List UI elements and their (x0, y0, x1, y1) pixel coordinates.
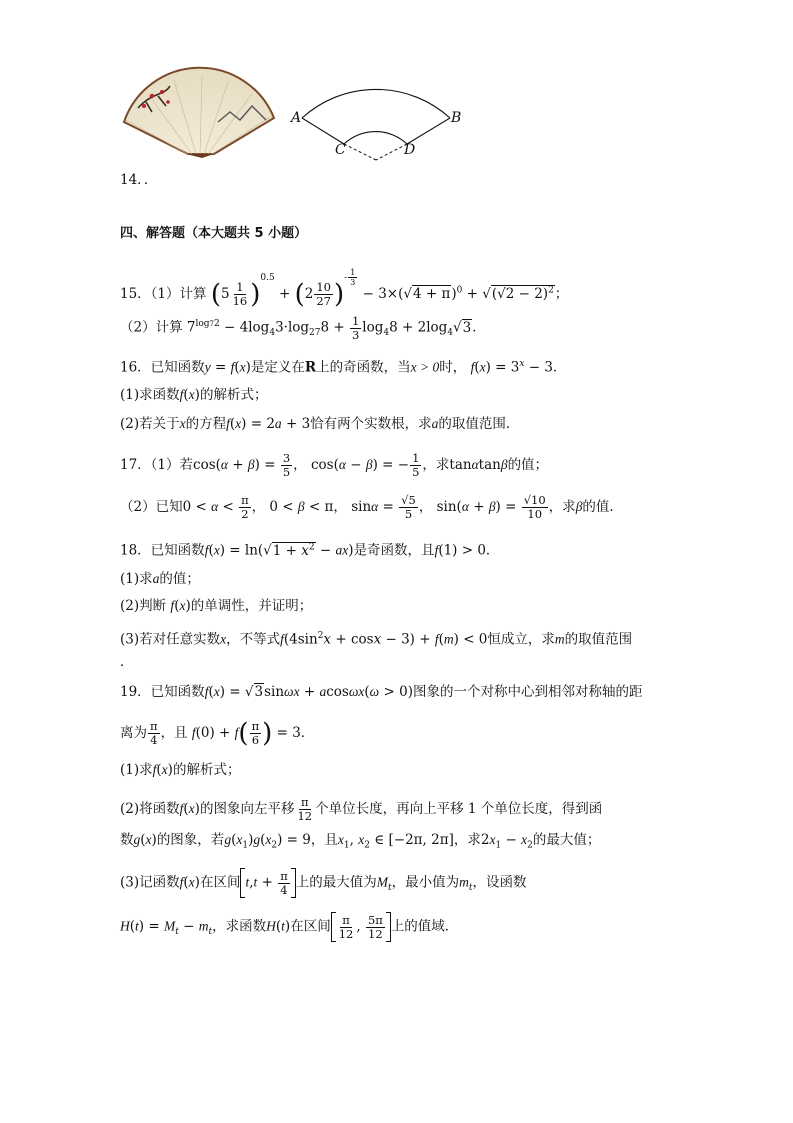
section-header: 四、解答题（本大题共 5 小题） (120, 226, 308, 241)
question-18-intro: 18．已知函数$f(x) = \ln(√1 + x^2 - ax)$是奇函数，且f(1) > 0． (120, 542, 500, 559)
fan-geometry-diagram (288, 68, 468, 164)
question-14: 14．． (120, 172, 158, 188)
question-19-sub2-line2: 数g(x)的图象，若$g(x_1)g(x_2) = 9$，且$x_1$, $x_2$ ∈ [−2π, 2π]，求$2x_1 - x_2$的最大值； (120, 832, 601, 851)
question-18-sub1: (1)求a的值； (120, 571, 200, 587)
question-15-part2: （2）计算 $7^{log72} - 4\log_43\cdot\log_{27}8$ + $\frac{1}{3}$ $\log_48 + 2\log_4√3$． (120, 313, 486, 342)
question-18-sub3-end: ． (120, 654, 134, 670)
fan-painting-image (118, 66, 280, 158)
question-19-intro2: 离为 $\frac{\pi}{4}$ ，且 f(0) + f( $\frac{\pi}{6}$ ) = 3． (120, 718, 315, 749)
question-16-intro: 16．已知函数y = f(x)是定义在R上的奇函数，当x > 0时， $f(x) = 3^x - 3$． (120, 359, 567, 376)
question-17-part1: 17．（1）若cos(α + β) = $\frac{3}{5}$ ， cos(α − β) = − $\frac{1}{5}$ ，求tanαtanβ的值； (120, 451, 549, 479)
question-16-sub2: (2)若关于x的方程f(x) = 2a + 3恰有两个实数根，求a的取值范围． (120, 416, 520, 432)
question-19-sub3: (3)记函数f(x)在区间 t,t + $\frac{\pi}{4}$ 上的最大值为$M_t$，最小值为$m_t$，设函数 (120, 868, 527, 897)
question-19-intro: 19．已知函数f(x) = √3sinωx + acosωx(ω > 0)图象的一个对称中心到相邻对称轴的距 (120, 684, 643, 700)
label-D: D (404, 142, 416, 158)
label-C: C (335, 142, 346, 158)
label-A: A (291, 110, 302, 126)
question-18-sub2: (2)判断 f(x)的单调性，并证明； (120, 598, 313, 614)
question-15-part1: 15．（1）计算 (5 $\frac{1}{16}$ )$^{0.5}$ + (2 $\frac{10}{27}$ )$^{- \frac{1}{3}}$ − $3\times(√4 + \pi)^0 + √(√2 - 2)^2$； (120, 268, 569, 310)
question-18-sub3: (3)若对任意实数x，不等式$f(4\sin^2x + \cos x - 3) + f(m) < 0$恒成立，求m的取值范围 (120, 631, 633, 648)
question-17-part2: （2）已知0 < α < $\frac{\pi}{2}$ ， 0 < β < π， sinα = $\frac{√5}{5}$ ， sin(α + β) = $\frac{√10}{10}$ ，求β的值． (120, 493, 623, 521)
label-B: B (451, 110, 462, 126)
question-16-sub1: (1)求函数f(x)的解析式； (120, 387, 268, 403)
question-19-sub1: (1)求f(x)的解析式； (120, 762, 241, 778)
question-19-sub2: (2)将函数f(x)的图象向左平移 $\frac{\pi}{12}$ 个单位长度，再向上平移 1 个单位长度，得到函 (120, 795, 603, 823)
question-19-sub3-line2: $H(t) = M_t - m_t$，求函数H(t)在区间 $\frac{\pi}{12}$ , $\frac{5\pi}{12}$ 上的值域． (120, 912, 459, 941)
